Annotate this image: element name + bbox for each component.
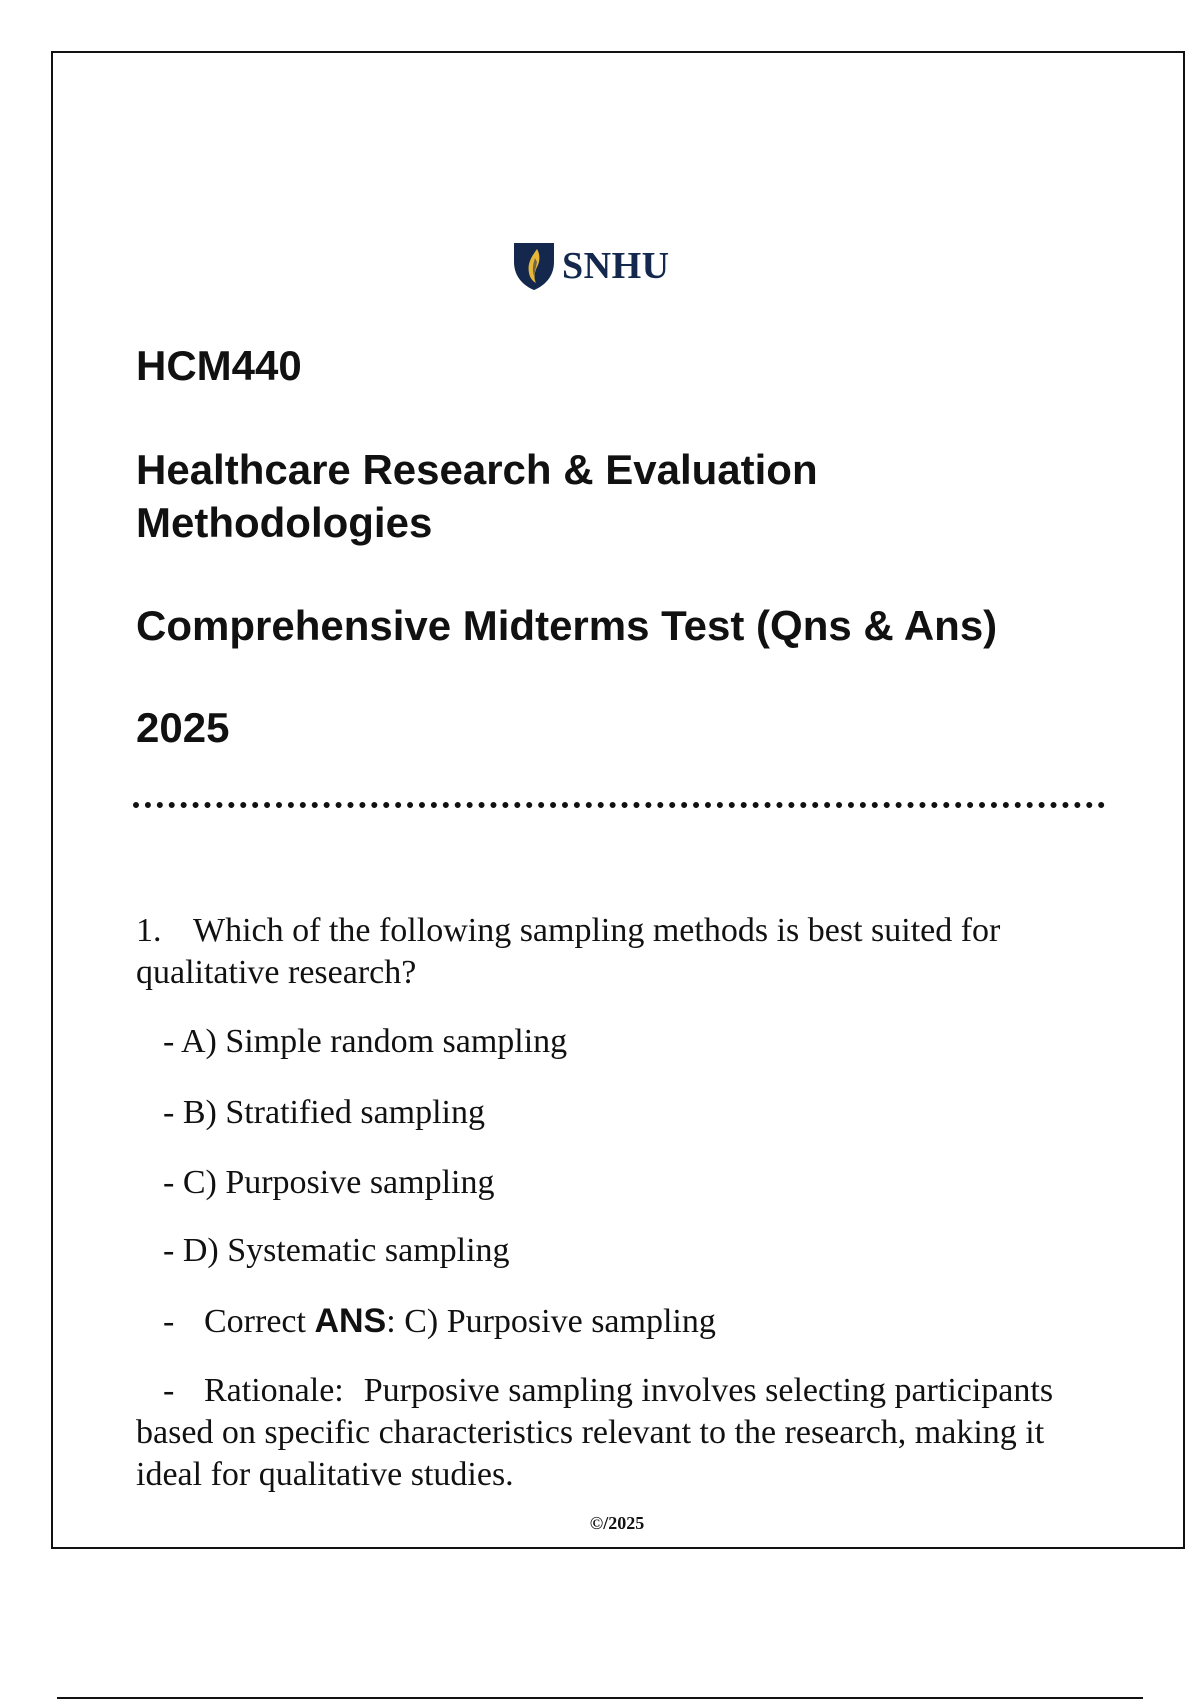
test-year: 2025 [136,704,230,751]
question-body: Which of the following sampling methods is best suited for qualitative research? [136,912,1001,991]
dotted-divider [133,802,1105,808]
rationale-text: Purposive sampling involves selecting participants based on specific characteristics relevant to the research, making it ideal for qualitative studies. [136,1372,1054,1493]
answer-keyword: ANS [314,1302,387,1340]
course-title-line2: Methodologies [136,499,433,546]
snhu-logo [512,240,670,292]
question-number: 1. [136,912,162,949]
course-title [136,443,818,549]
option-d: - D) Systematic sampling [163,1232,510,1269]
logo-text: SNHU [562,245,670,287]
answer-value: : C) Purposive sampling [386,1303,716,1340]
copyright-footer: ©/2025 [589,1513,645,1533]
answer-prefix: Correct [204,1303,315,1340]
shield-flame-icon [512,240,556,292]
course-title-line1: Healthcare Research & Evaluation [136,446,818,493]
course-code: HCM440 [136,342,302,389]
correct-answer [163,1300,716,1343]
option-a: - A) Simple random sampling [163,1023,568,1060]
test-title: Comprehensive Midterms Test (Qns & Ans) [136,602,998,649]
rationale [136,1370,1096,1496]
answer-dash: - [163,1303,175,1340]
bottom-rule [57,1697,1143,1699]
rationale-dash: - [163,1372,175,1409]
option-b: - B) Stratified sampling [163,1094,486,1131]
question-text [136,910,1096,994]
rationale-label: Rationale: [204,1372,344,1409]
option-c: - C) Purposive sampling [163,1164,495,1201]
